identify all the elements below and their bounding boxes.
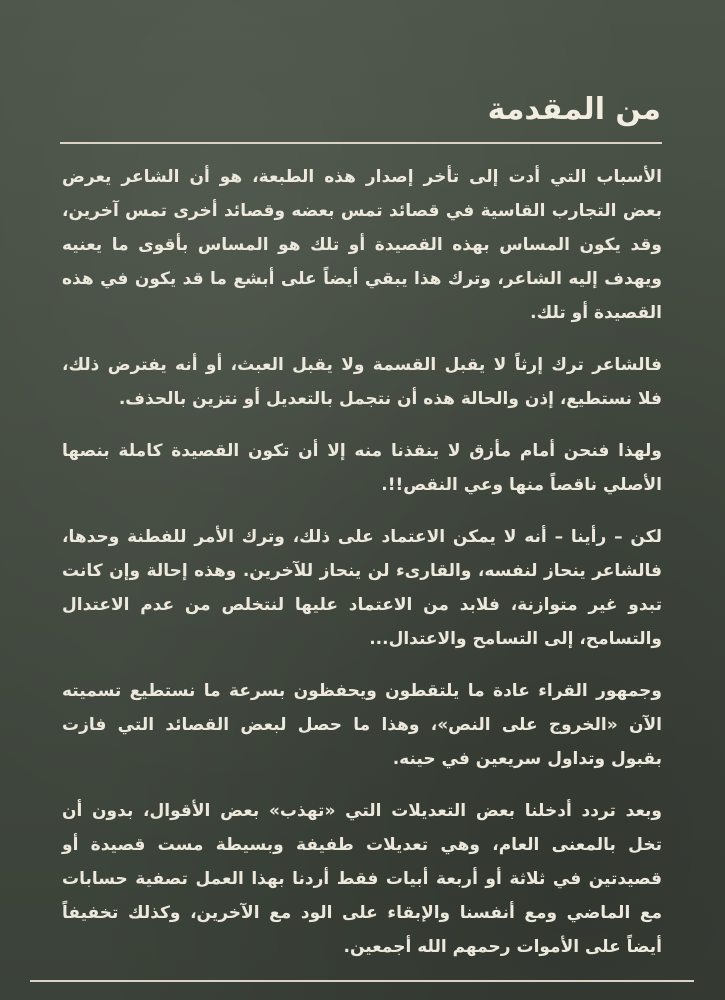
paragraph-3: ولهذا فنحن أمام مأزق لا ينقذنا منه إلا أن تكون القصيدة كاملة بنصها الأصلي ناقصاً منها وعي النقص!!. — [62, 441, 662, 495]
paragraph-1: الأسباب التي أدت إلى تأخر إصدار هذه الطبعة، هو أن الشاعر يعرض بعض التجارب القاسية في قصائد تمس بعضه وقصائد أخرى تمس آخرين، وقد يكون المساس بهذه القصيدة أو تلك هو المساس بأقوى ما يعنيه ويهدف إليه الشاعر، وترك هذا يبقي أيضاً على أبشع ما قد يكون في هذه القصيدة أو تلك. — [62, 167, 662, 323]
paragraph-4: لكن – رأينا – أنه لا يمكن الاعتماد على ذلك، وترك الأمر للفطنة وحدها، فالشاعر ينحاز لنفسه، والقارىء لن ينحاز للآخرين. وهذه إحالة وإن كانت تبدو غير متوازنة، فلابد من الاعتماد عليها لنتخلص من عدم الاعتدال والتسامح، إلى التسامح والاعتدال... — [62, 527, 662, 649]
introduction-text — [62, 160, 662, 982]
paragraph-2: فالشاعر ترك إرثاً لا يقبل القسمة ولا يقبل العبث، أو أنه يفترض ذلك، فلا نستطيع، إذن والحالة هذه أن نتجمل بالتعديل أو نتزين بالحذف. — [62, 355, 662, 409]
paragraph-6: وبعد تردد أدخلنا بعض التعديلات التي «تهذب» بعض الأقوال، بدون أن تخل بالمعنى العام، وهي تعديلات طفيفة وبسيطة مست قصيدة أو قصيدتين في ثلاثة أو أربعة أبيات فقط أردنا بهذا العمل تصفية حسابات مع الماضي ومع أنفسنا والإبقاء على الود مع الآخرين، وكذلك تخفيفاً أيضاً على الأموات رحمهم الله أجمعين. — [62, 801, 662, 957]
bottom-divider — [30, 980, 694, 982]
paragraph-5: وجمهور القراء عادة ما يلتقطون ويحفظون بسرعة ما نستطيع تسميته الآن «الخروج على النص»، وهذا ما حصل لبعض القصائد التي فازت بقبول وتداول سريعين في حينه. — [62, 681, 662, 769]
page-title: من المقدمة — [487, 92, 661, 127]
title-divider — [60, 142, 662, 144]
